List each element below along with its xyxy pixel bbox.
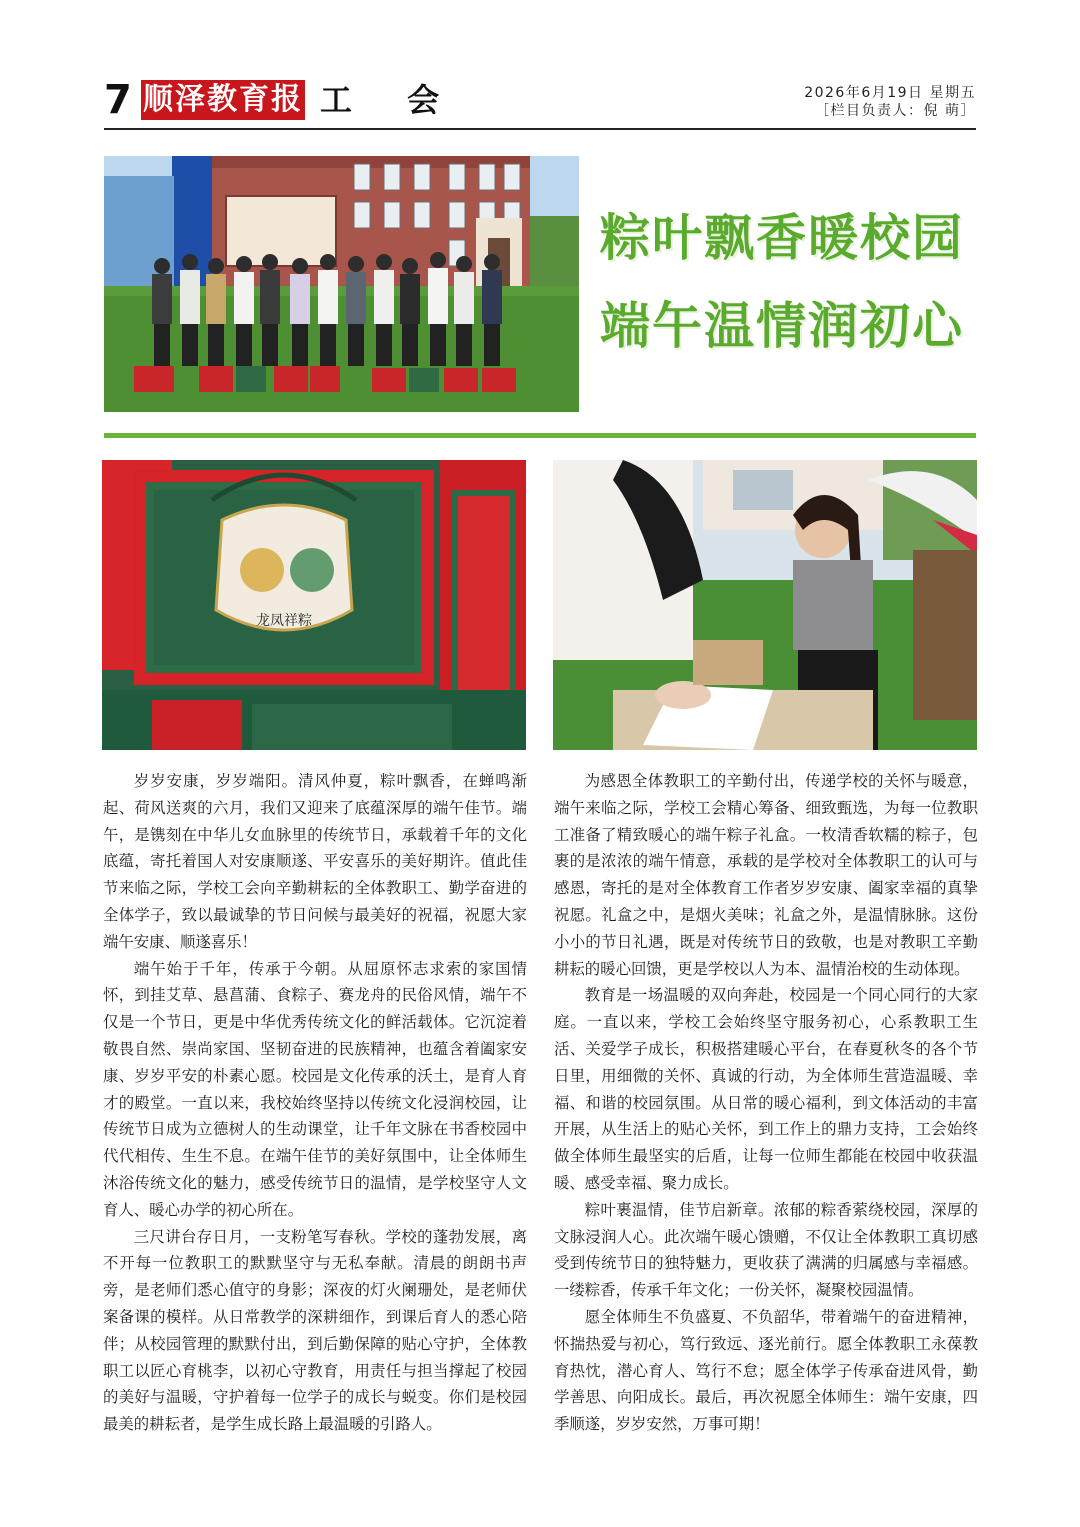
group-photo [104,156,579,412]
issue-date: 2026年6月19日 星期五 [804,85,976,101]
article-paragraph: 岁岁安康，岁岁端阳。清风仲夏，粽叶飘香，在蝉鸣渐起、荷风送爽的六月，我们又迎来了底蕴深厚的端午佳节。端午，是镌刻在中华儿女血脉里的传统节日，承载着千年的文化底蕴，寄托着国人对安康顺遂、平安喜乐的美好期许。值此佳节来临之际，学校工会向辛勤耕耘的全体教职工、勤学奋进的全体学子，致以最诚挚的节日问候与最美好的祝福，祝愿大家端午安康、顺遂喜乐！ [103,772,527,951]
gift-box-label: 龙凤祥粽 [256,613,312,629]
signing-photo [553,460,977,750]
article-paragraph: 愿全体师生不负盛夏、不负韶华，带着端午的奋进精神，怀揣热爱与初心，笃行致远、逐光前行。愿全体教职工永葆教育热忱，潜心育人、笃行不怠；愿全体学子传承奋进风骨，勤学善思、向阳成长。最后，再次祝愿全体师生：端午安康，四季顺遂，岁岁安然，万事可期！ [554,1307,978,1434]
column-editor: ［栏目负责人：倪 萌］ [815,103,976,119]
section-title: 工 会 [320,81,462,119]
article-paragraph: 为感恩全体教职工的辛勤付出，传递学校的关怀与暖意，端午来临之际，学校工会精心筹备、细致甄选，为每一位教职工准备了精致暖心的端午粽子礼盒。一枚清香软糯的粽子，包裹的是浓浓的端午情意，承载的是学校对全体教职工的认可与感恩，寄托的是对全体教育工作者岁岁安康、阖家幸福的真挚祝愿。礼盒之中，是烟火美味；礼盒之外，是温情脉脉。这份小小的节日礼遇，既是对传统节日的致敬，也是对教职工辛勤耕耘的暖心回馈，更是学校以人为本、温情治校的生动体现。 [554,772,978,978]
article-column-right [554,768,978,1438]
article-paragraph: 粽叶裹温情，佳节启新章。浓郁的粽香萦绕校园，深厚的文脉浸润人心。此次端午暖心馈赠，不仅让全体教职工真切感受到传统节日的独特魅力，更收获了满满的归属感与幸福感。一缕粽香，传承千年文化；一份关怀，凝聚校园温情。 [554,1200,978,1300]
header-rule [104,128,976,130]
newspaper-masthead: 顺泽教育报 [141,80,305,120]
page-number: 7 [104,77,132,123]
section-divider [104,433,976,438]
article-paragraph: 端午始于千年，传承于今朝。从屈原怀志求索的家国情怀，到挂艾草、悬菖蒲、食粽子、赛龙舟的民俗风情，端午不仅是一个节日，更是中华优秀传统文化的鲜活载体。它沉淀着敬畏自然、崇尚家国、坚韧奋进的民族精神，也蕴含着阖家安康、岁岁平安的朴素心愿。校园是文化传承的沃土，是育人育才的殿堂。一直以来，我校始终坚持以传统文化浸润校园，让传统节日成为立德树人的生动课堂，让千年文脉在书香校园中代代相传、生生不息。在端午佳节的美好氛围中，让全体师生沐浴传统文化的魅力，感受传统节日的温情，是学校坚守人文育人、暖心办学的初心所在。 [103,959,527,1219]
headline-line-1: 粽叶飘香暖校园 [600,209,964,267]
gift-box-photo [102,460,526,750]
article-column-left [103,768,527,1438]
article-paragraph: 三尺讲台存日月，一支粉笔写春秋。学校的蓬勃发展，离不开每一位教职工的默默坚守与无私奉献。清晨的朗朗书声旁，是老师们悉心值守的身影；深夜的灯火阑珊处，是老师伏案备课的模样。从日常教学的深耕细作，到课后育人的悉心陪伴；从校园管理的默默付出，到后勤保障的贴心守护，全体教职工以匠心育桃李，以初心守教育，用责任与担当撑起了校园的美好与温暖，守护着每一位学子的成长与蜕变。你们是校园最美的耕耘者，是学生成长路上最温暖的引路人。 [103,1227,527,1434]
article-paragraph: 教育是一场温暖的双向奔赴，校园是一个同心同行的大家庭。一直以来，学校工会始终坚守服务初心，心系教职工生活、关爱学子成长，积极搭建暖心平台，在春夏秋冬的各个节日里，用细微的关怀、真诚的行动，为全体师生营造温暖、幸福、和谐的校园氛围。从日常的暖心福利，到文体活动的丰富开展，从生活上的贴心关怀，到工作上的鼎力支持，工会始终做全体师生最坚实的后盾，让每一位师生都能在校园中收获温暖、感受幸福、聚力成长。 [554,986,978,1192]
headline-line-2: 端午温情润初心 [600,297,964,355]
